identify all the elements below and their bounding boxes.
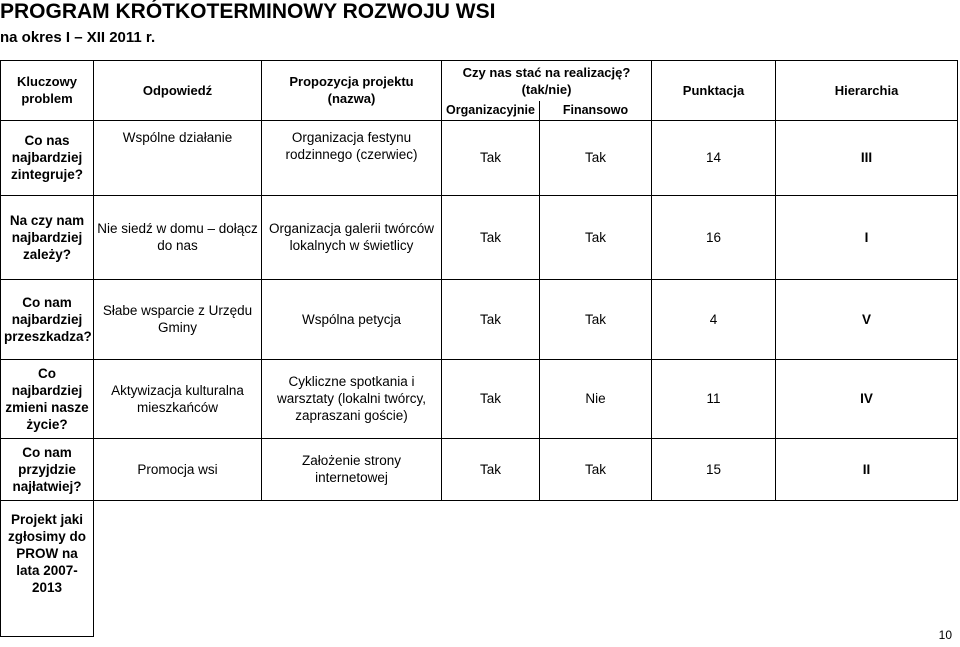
page-title: PROGRAM KRÓTKOTERMINOWY ROZWOJU WSI (0, 0, 496, 23)
row-organizational: Tak (442, 120, 540, 195)
header-score: Punktacja (652, 61, 776, 121)
header-answer: Odpowiedź (94, 61, 262, 121)
header-organizational: Organizacyjnie (442, 101, 540, 121)
row-proposal: Cykliczne spotkania i warsztaty (lokalni twórcy, zapraszani goście) (262, 359, 442, 438)
row-question: Projekt jaki zgłosimy do PROW na lata 2007-2013 (1, 500, 94, 636)
table-row (1, 279, 958, 359)
row-organizational: Tak (442, 279, 540, 359)
header-problem: Kluczowy problem (1, 61, 94, 121)
row-answer: Słabe wsparcie z Urzędu Gminy (94, 279, 262, 359)
row-question: Co nas najbardziej zintegruje? (1, 120, 94, 195)
row-rank: I (776, 195, 958, 279)
header-realization: Czy nas stać na realizację? (tak/nie) (442, 61, 652, 101)
row-question: Co najbardziej zmieni nasze życie? (1, 359, 94, 438)
row-score: 4 (652, 279, 776, 359)
header-hierarchy: Hierarchia (776, 61, 958, 121)
row-answer: Wspólne działanie (94, 120, 262, 195)
row-rank: IV (776, 359, 958, 438)
page-number: 10 (938, 628, 952, 642)
header-financial: Finansowo (540, 101, 652, 121)
row-answer: Aktywizacja kulturalna mieszkańców (94, 359, 262, 438)
row-financial: Tak (540, 195, 652, 279)
row-answer: Promocja wsi (94, 438, 262, 500)
row-question: Na czy nam najbardziej zależy? (1, 195, 94, 279)
program-table (0, 60, 958, 637)
row-rank: V (776, 279, 958, 359)
row-financial: Tak (540, 279, 652, 359)
row-proposal: Organizacja festynu rodzinnego (czerwiec) (262, 120, 442, 195)
row-financial: Nie (540, 359, 652, 438)
row-question: Co nam najbardziej przeszkadza? (1, 279, 94, 359)
table-row (1, 359, 958, 438)
table-row (1, 438, 958, 500)
row-score: 14 (652, 120, 776, 195)
row-proposal: Założenie strony internetowej (262, 438, 442, 500)
page-subtitle: na okres I – XII 2011 r. (0, 29, 156, 46)
row-score: 11 (652, 359, 776, 438)
row-financial: Tak (540, 120, 652, 195)
row-organizational: Tak (442, 438, 540, 500)
row-question: Co nam przyjdzie najłatwiej? (1, 438, 94, 500)
empty-cell (94, 500, 958, 636)
row-rank: III (776, 120, 958, 195)
table-row (1, 500, 958, 636)
row-proposal: Organizacja galerii twórców lokalnych w świetlicy (262, 195, 442, 279)
row-answer: Nie siedź w domu – dołącz do nas (94, 195, 262, 279)
row-proposal: Wspólna petycja (262, 279, 442, 359)
header-proposal: Propozycja projektu (nazwa) (262, 61, 442, 121)
row-score: 15 (652, 438, 776, 500)
row-organizational: Tak (442, 359, 540, 438)
row-financial: Tak (540, 438, 652, 500)
table-row (1, 120, 958, 195)
table-row (1, 195, 958, 279)
row-rank: II (776, 438, 958, 500)
row-organizational: Tak (442, 195, 540, 279)
row-score: 16 (652, 195, 776, 279)
